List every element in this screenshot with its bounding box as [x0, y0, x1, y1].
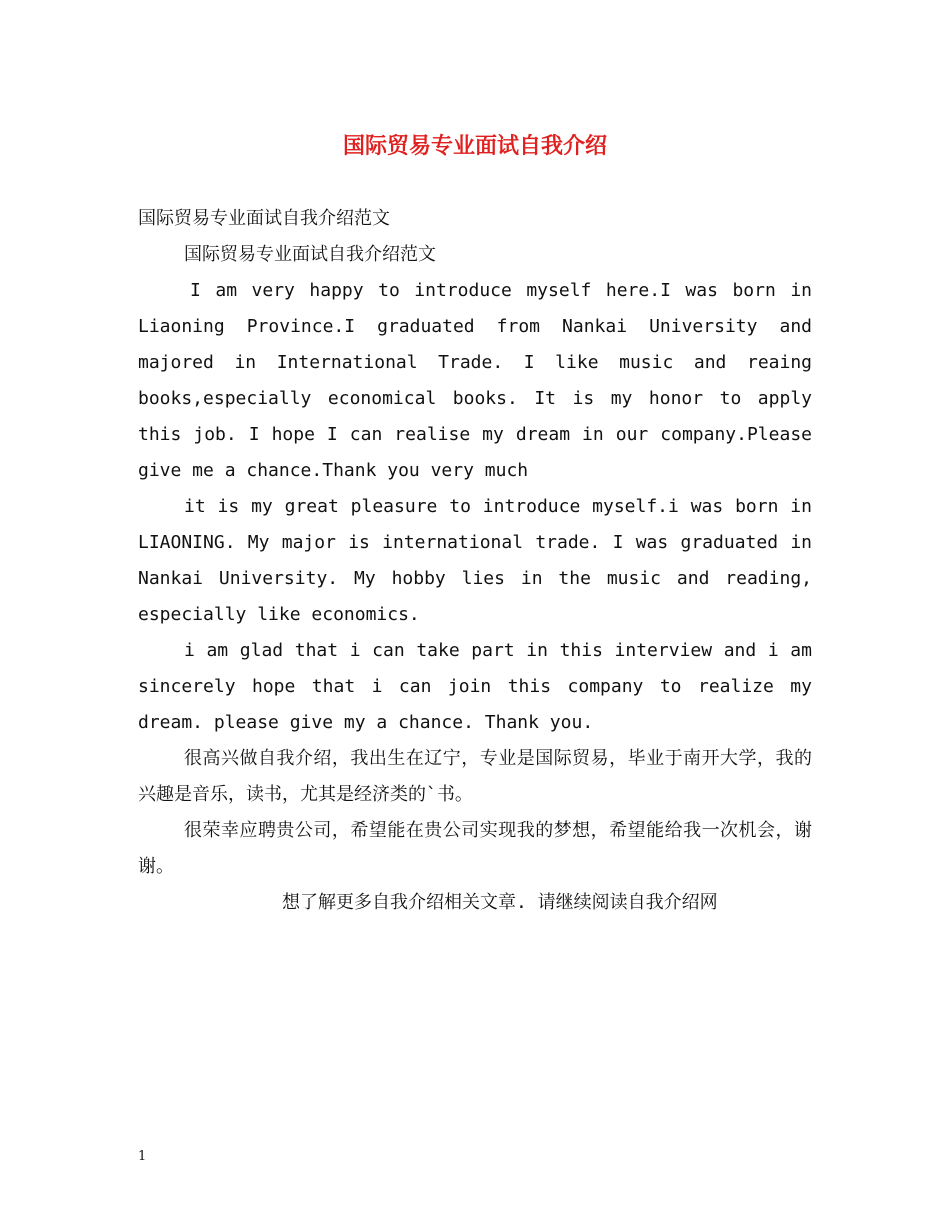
read-more-note: 想了解更多自我介绍相关文章. 请继续阅读自我介绍网 [282, 892, 718, 913]
paragraph-chinese-1: 很高兴做自我介绍，我出生在辽宁，专业是国际贸易，毕业于南开大学，我的兴趣是音乐，读书，尤其是经济类的`书。 [138, 748, 812, 805]
section-subheading: 国际贸易专业面试自我介绍范文 [184, 244, 436, 265]
paragraph-english-1: I am very happy to introduce myself here.I was born in Liaoning Province.I graduated from Nankai University and majored in International Trade. I like music and reaing books,especially economical books. It is my honor to apply this job. I hope I can realise my dream in our company.Please give me a chance.Thank you very much [138, 280, 812, 481]
section-heading: 国际贸易专业面试自我介绍范文 [138, 208, 390, 229]
page-number: 1 [138, 1149, 147, 1164]
paragraph-english-3: i am glad that i can take part in this interview and i am sincerely hope that i can join this company to realize my dream. please give my a chance. Thank you. [138, 640, 812, 733]
paragraph-english-2: it is my great pleasure to introduce myself.i was born in LIAONING. My major is international trade. I was graduated in Nankai University. My hobby lies in the music and reading, especially like economics. [138, 496, 812, 625]
document-body [138, 201, 812, 921]
paragraph-chinese-2: 很荣幸应聘贵公司，希望能在贵公司实现我的梦想，希望能给我一次机会，谢谢。 [138, 820, 812, 877]
document-title: 国际贸易专业面试自我介绍 [342, 133, 607, 159]
